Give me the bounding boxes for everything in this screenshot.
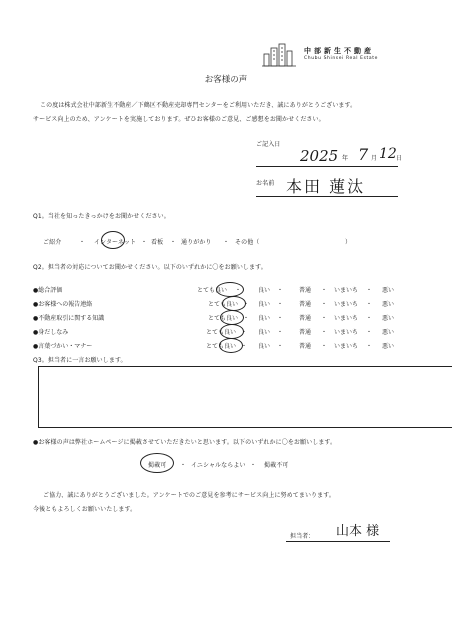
scale-good: 良い [258, 315, 271, 322]
scale-good: 良い [258, 343, 271, 350]
staff-value: 山本 様 [336, 524, 380, 539]
scale-bad: 悪い [382, 329, 395, 336]
scale-sep: ・ [321, 343, 328, 350]
scale-sep: ・ [243, 315, 250, 322]
name-value: 本田 蓮汰 [286, 177, 366, 196]
scale-sep: ・ [321, 329, 328, 336]
q2-selection-circle [216, 282, 244, 297]
scale-very-good: とても良い [206, 329, 237, 336]
q1-sep-3: ・ [170, 239, 177, 246]
page-title: お客様の声 [204, 75, 248, 85]
intro-line-1: この度は株式会社中部新生不動産／下鶴区不動産売却専門センターをご利用いただき、誠にありがとうございます。 [40, 102, 357, 109]
date-month: 7 [358, 145, 369, 164]
scale-bad: 悪い [382, 343, 395, 350]
q1-option-referral: ご紹介 [43, 239, 62, 246]
q1-sep-2: ・ [141, 239, 148, 246]
q2-row-label: ●お客様への報告連絡 [33, 301, 93, 308]
date-year: 2025 [300, 147, 339, 165]
scale-sep: ・ [366, 301, 373, 308]
scale-sep: ・ [321, 301, 328, 308]
closing-line-2: 今後ともよろしくお願いいたします。 [33, 506, 137, 513]
scale-not-good: いまいち [334, 301, 359, 308]
scale-sep: ・ [277, 287, 284, 294]
date-label: ご記入日 [256, 141, 281, 148]
scale-sep: ・ [321, 287, 328, 294]
q3-question: Q3。担当者に一言お願いします。 [33, 357, 127, 364]
q1-selection-circle [101, 231, 125, 249]
closing-line-1: ご協力、誠にありがとうございました。アンケートでのご意見を参考にサービス向上に努めてまいります。 [43, 492, 335, 499]
scale-sep: ・ [243, 301, 250, 308]
scale-not-good: いまいち [334, 315, 359, 322]
date-year-unit: 年 [342, 155, 349, 162]
scale-sep: ・ [366, 315, 373, 322]
building-logo-icon [262, 42, 298, 68]
scale-sep: ・ [366, 329, 373, 336]
q2-row-label: ●総合評価 [33, 287, 63, 294]
scale-very-good: とても良い [208, 301, 239, 308]
scale-sep: ・ [321, 315, 328, 322]
scale-sep: ・ [277, 343, 284, 350]
q1-sep-4: ・ [223, 239, 230, 246]
q2-selection-circle [220, 310, 244, 325]
q1-question: Q1。当社を知ったきっかけをお聞かせください。 [33, 213, 170, 220]
scale-sep: ・ [277, 315, 284, 322]
q1-option-signboard: 看板 [151, 239, 164, 246]
q1-option-other-close: ） [345, 239, 352, 246]
q2-row-label: ●身だしなみ [33, 329, 69, 336]
scale-bad: 悪い [382, 315, 395, 322]
q3-answer-box[interactable] [38, 366, 452, 428]
q1-sep-1: ・ [79, 239, 86, 246]
scale-sep: ・ [277, 329, 284, 336]
publish-selection-circle [140, 453, 174, 473]
name-label: お名前 [256, 180, 275, 187]
company-name-jp: 中部新生不動産 [304, 47, 374, 55]
scale-not-good: いまいち [334, 343, 359, 350]
publish-question: ●お客様の声は弊社ホームページに掲載させていただきたいと思います。以下のいずれかに〇をお願いします。 [33, 439, 337, 446]
scale-good: 良い [258, 287, 271, 294]
scale-bad: 悪い [382, 287, 395, 294]
date-month-unit: 月 [371, 155, 378, 162]
publish-option-ok: 掲載可 [148, 462, 167, 469]
scale-average: 普通 [299, 343, 312, 350]
scale-not-good: いまいち [334, 287, 359, 294]
date-underline [256, 166, 398, 167]
scale-good: 良い [258, 329, 271, 336]
scale-sep: ・ [277, 301, 284, 308]
scale-sep: ・ [241, 343, 248, 350]
scale-not-good: いまいち [334, 329, 359, 336]
publish-option-initials: イニシャルならよい [191, 462, 246, 469]
date-day-unit: 日 [396, 155, 403, 162]
scale-very-good: とても良い [208, 315, 239, 322]
staff-underline [286, 541, 390, 542]
date-day: 12 [379, 146, 397, 162]
scale-average: 普通 [299, 287, 312, 294]
q1-option-internet: インターネット [94, 239, 137, 246]
publish-sep-1: ・ [180, 462, 187, 469]
publish-option-no: 掲載不可 [264, 462, 289, 469]
publish-sep-2: ・ [250, 462, 257, 469]
scale-sep: ・ [366, 343, 373, 350]
scale-very-good: とても良い [197, 287, 228, 294]
scale-very-good: とても良い [206, 343, 237, 350]
q2-selection-circle [220, 324, 244, 339]
company-logo [262, 42, 392, 68]
scale-sep: ・ [235, 287, 242, 294]
scale-average: 普通 [299, 329, 312, 336]
scale-good: 良い [258, 301, 271, 308]
scale-bad: 悪い [382, 301, 395, 308]
q2-row-label: ●言葉づかい・マナー [33, 343, 93, 350]
scale-sep: ・ [241, 329, 248, 336]
q1-option-other: その他（ [235, 239, 260, 246]
scale-average: 普通 [299, 315, 312, 322]
staff-label: 担当者： [290, 533, 315, 540]
q2-question: Q2。担当者の対応についてお聞かせください。以下のいずれかに〇をお願いします。 [33, 264, 267, 271]
q1-option-passing: 通りがかり [181, 239, 212, 246]
q2-selection-circle [222, 296, 246, 311]
scale-sep: ・ [366, 287, 373, 294]
q2-selection-circle [219, 338, 243, 353]
q2-row-label: ●不動産取引に関する知識 [33, 315, 105, 322]
intro-line-2: サービス向上のため、アンケートを実施しております。ぜひお客様のご意見、ご感想をお聞かせください。 [33, 116, 325, 123]
scale-average: 普通 [299, 301, 312, 308]
company-name-en: Chubu Shinsei Real Estate [304, 56, 378, 61]
